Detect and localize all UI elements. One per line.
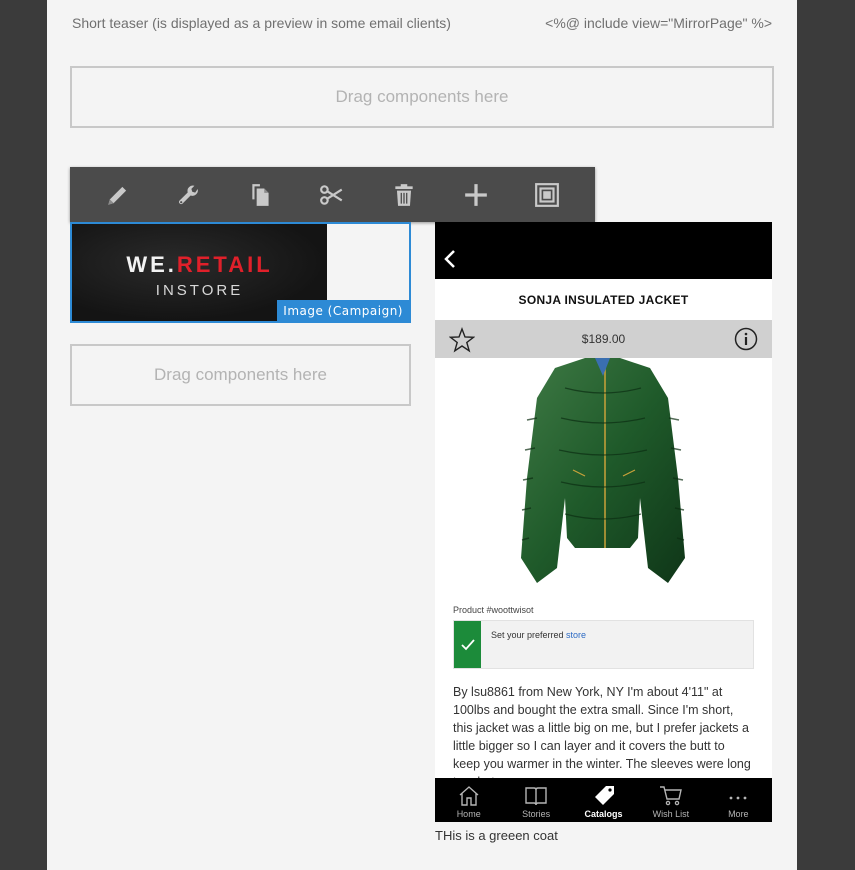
app-header-bar [435, 222, 772, 279]
green-jacket-image [445, 358, 762, 593]
product-price: $189.00 [581, 332, 626, 346]
price-bar [435, 320, 772, 358]
nav-catalogs [570, 778, 637, 822]
app-bottom-nav [435, 778, 772, 822]
teaser-text[interactable]: Short teaser (is displayed as a preview in some email clients) [72, 15, 451, 31]
tag-icon [592, 784, 616, 808]
group-icon [534, 182, 560, 208]
nav-more [705, 778, 772, 822]
component-label-badge: Image (Campaign) [277, 300, 409, 321]
trash-icon [391, 182, 417, 208]
cart-icon [659, 784, 683, 808]
copy-button[interactable] [241, 175, 281, 215]
scissors-icon [319, 182, 345, 208]
drop-zone-label: Drag components here [335, 87, 509, 106]
plus-icon [463, 182, 489, 208]
nav-label: Stories [522, 809, 551, 819]
drop-zone-top[interactable] [70, 66, 774, 128]
cut-button[interactable] [312, 175, 352, 215]
store-link: store [566, 630, 587, 640]
drop-zone-label: Drag components here [154, 365, 327, 384]
image-campaign-component[interactable] [70, 222, 411, 323]
star-icon [449, 327, 475, 353]
info-icon [734, 327, 758, 351]
nav-home [435, 778, 502, 822]
brand-instore: INSTORE [155, 282, 244, 299]
home-icon [457, 784, 481, 808]
jacket-photo [435, 358, 772, 593]
configure-button[interactable] [169, 175, 209, 215]
pencil-icon [105, 182, 131, 208]
mobile-preview-image [435, 222, 772, 822]
product-title: SONJA INSULATED JACKET [518, 292, 689, 307]
insert-button[interactable] [456, 175, 496, 215]
more-icon [726, 784, 750, 808]
product-id: Product #woottwisot [453, 605, 534, 615]
check-icon [454, 621, 481, 668]
book-icon [524, 784, 548, 808]
nav-label: Wish List [652, 809, 690, 819]
review-text: By lsu8861 from New York, NY I'm about 4'11" at 100lbs and bought the extra small. Since I'm short, this jacket was a little big on me, but I prefer jackets a little bigger so I can layer and it covers the butt to keep you warmer in the winter. The sleeves were long [453, 685, 751, 771]
store-prefix: Set your preferred [491, 630, 567, 640]
component-toolbar [70, 167, 595, 222]
edit-button[interactable] [98, 175, 138, 215]
mirror-include-text: <%@ include view="MirrorPage" %> [545, 15, 772, 31]
brand-retail: RETAIL [176, 252, 273, 277]
email-page-canvas [47, 0, 797, 870]
nav-label: Home [456, 809, 481, 819]
back-arrow-icon [443, 249, 459, 269]
brand-we: WE. [126, 252, 177, 277]
nav-label: More [728, 809, 749, 819]
copy-icon [248, 182, 274, 208]
drop-zone-bottom[interactable] [70, 344, 411, 406]
preferred-store-box [453, 620, 754, 669]
nav-label: Catalogs [584, 809, 623, 819]
nav-wish-list [637, 778, 704, 822]
group-button[interactable] [527, 175, 567, 215]
nav-stories [502, 778, 569, 822]
wrench-icon [176, 182, 202, 208]
delete-button[interactable] [384, 175, 424, 215]
image-caption[interactable]: THis is a greeen coat [435, 828, 558, 843]
